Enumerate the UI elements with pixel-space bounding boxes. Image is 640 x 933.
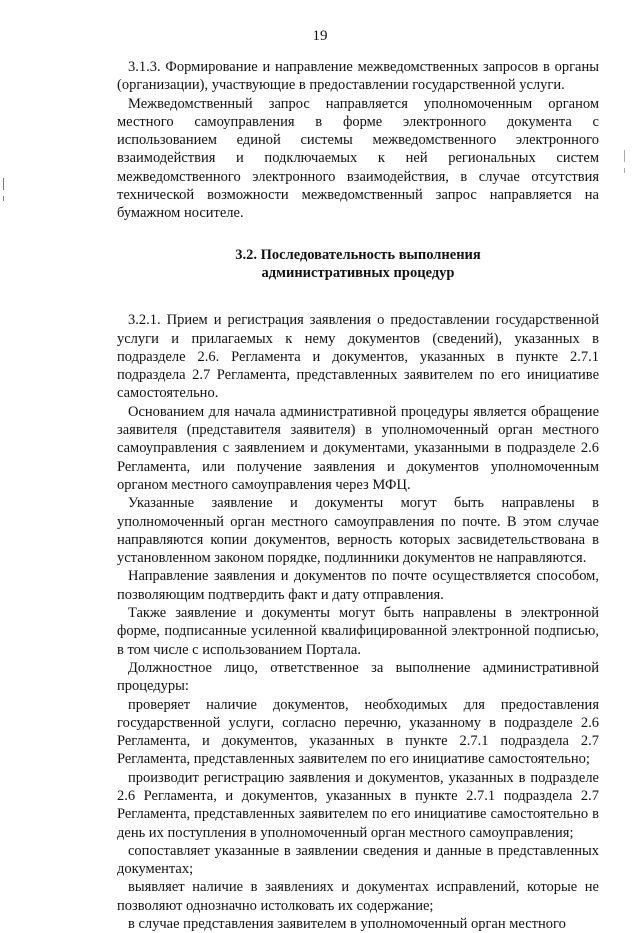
list-item-detect-corrections: выявляет наличие в заявлениях и документах исправлений, которые не позволяют однозначно истолковать их содержание;	[117, 879, 599, 914]
page-number: 19	[312, 28, 328, 44]
list-item-compare-data: сопоставляет указанные в заявлении сведения и данные в представленных документах;	[117, 842, 599, 878]
paragraph-postal-submission: Указанные заявление и документы могут быть направлены в уполномоченный орган местного самоуправления по почте. В этом случае направляются копии документов, верность которых засвидетельствована в установленном законом порядке, подлинники документов не направляются.	[117, 495, 599, 567]
document-body	[117, 58, 599, 933]
scan-artifact-left	[3, 178, 4, 190]
list-item-register-documents: производит регистрацию заявления и документов, указанных в подразделе 2.6 Регламента, и документов, указанных в пункте 2.7.1 подраздела 2.7 Регламента, представленных заявителем по его инициативе самостоятельно в день их поступления в уполномоченный орган местного самоуправления;	[117, 769, 599, 841]
section-heading-line-2: административных процедур	[261, 264, 455, 281]
scan-artifact-left-small	[3, 196, 4, 201]
scan-artifact-right	[624, 150, 625, 162]
paragraph-electronic-submission: Также заявление и документы могут быть направлены в электронной форме, подписанные усиленной квалифицированной электронной подписью, в том числе с использованием Портала.	[117, 605, 599, 658]
list-item-submission-case: в случае представления заявителем в уполномоченный орган местного	[128, 916, 566, 933]
paragraph-interagency-request: Межведомственный запрос направляется уполномоченным органом местного самоуправления в форме электронного документа с использованием единой системы межведомственного электронного взаимодействия и подключаемых к ней региональных систем межведомственного электронного взаимодействия, в случае отсутствия технической возможности межведомственный запрос направляется на бумажном носителе.	[117, 95, 599, 222]
paragraph-postal-method: Направление заявления и документов по почте осуществляется способом, позволяющим подтвердить факт и дату отправления.	[117, 568, 599, 603]
paragraph-3-2-1: 3.2.1. Прием и регистрация заявления о предоставлении государственной услуги и прилагаемых к нему документов (сведений), указанных в подразделе 2.6. Регламента и документов, указанных в пункте 2.7.1 подраздела 2.7 Регламента, представленных заявителем по его инициативе самостоятельно.	[117, 312, 599, 402]
paragraph-basis: Основанием для начала административной процедуры является обращение заявителя (представителя заявителя) в уполномоченный орган местного самоуправления с заявлением и документами, указанными в подразделе 2.6 Регламента, или получение заявления и документов уполномоченным органом местного самоуправления через МФЦ.	[117, 403, 599, 493]
section-heading	[117, 246, 599, 283]
paragraph-official-duties: Должностное лицо, ответственное за выполнение административной процедуры:	[117, 659, 599, 695]
scan-artifact-right-small	[624, 168, 625, 173]
paragraph-3-1-3: 3.1.3. Формирование и направление межведомственных запросов в органы (организации), участвующие в предоставлении государственной услуги.	[117, 59, 599, 94]
list-item-check-documents: проверяет наличие документов, необходимых для предоставления государственной услуги, согласно перечню, указанному в подразделе 2.6 Регламента, и документов, указанных в пункте 2.7.1 подраздела 2.7 Регламента, представленных заявителем по его инициативе самостоятельно;	[117, 696, 599, 768]
section-heading-line-1: 3.2. Последовательность выполнения	[235, 246, 481, 263]
